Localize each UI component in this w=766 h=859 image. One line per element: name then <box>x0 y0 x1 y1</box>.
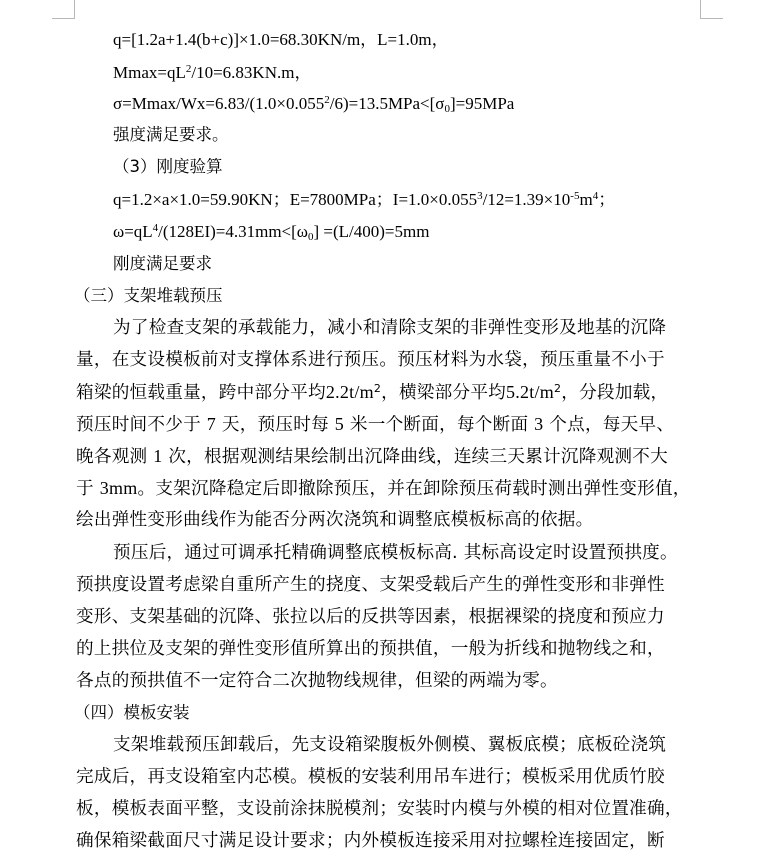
calc-text: /6)=13.5MPa<[σ <box>329 94 445 113</box>
superscript: -5 <box>570 190 580 202</box>
calc-text: Mmax=qL <box>113 63 186 82</box>
number-text: 5.2t/m <box>506 382 555 402</box>
body-text: 完成后，再支设箱室内芯模。模板的安装利用吊车进行；模板采用优质竹胶 <box>76 767 665 787</box>
number-text: 3mm <box>99 478 138 498</box>
calc-text: ] =(L/400)=5mm <box>313 222 430 241</box>
body-text: 米一个断面，每个断面 <box>349 415 529 435</box>
paragraph-line <box>76 797 683 821</box>
heading-text: （3）刚度验算 <box>113 157 223 176</box>
calc-text: /10=6.83KN.m， <box>191 63 312 82</box>
paragraph-line <box>76 829 665 853</box>
calc-text: q=[1.2a+1.4(b+c)]×1.0=68.30KN/m，L=1.0m， <box>113 30 449 49</box>
body-text: 天，预压时每 <box>221 415 329 435</box>
calc-text: /12=1.39×10 <box>482 190 571 209</box>
strength-ok-text <box>113 123 229 147</box>
body-text: 的上拱位及支架的弹性变形值所算出的预拱值，一般为折线和抛物线之和， <box>76 639 665 659</box>
calc-text: ]=95MPa <box>449 94 515 113</box>
superscript: 2 <box>185 63 192 75</box>
calc-line-deflection <box>113 220 429 244</box>
body-text: 箱梁的恒载重量，跨中部分平均 <box>76 383 326 403</box>
paragraph-line <box>113 733 666 757</box>
number-text: 3 <box>534 414 544 434</box>
superscript: 2 <box>324 94 330 106</box>
stiffness-ok-text <box>113 252 212 276</box>
body-text: 刚度满足要求 <box>113 254 212 273</box>
calc-text: q=1.2×a×1.0=59.90KN；E=7800MPa；I=1.0×0.055 <box>113 190 478 209</box>
body-text: 预拱度设置考虑梁自重所产生的挠度、支架受载后产生的弹性变形和非弹性 <box>76 575 665 595</box>
calc-line-stress <box>113 92 514 116</box>
body-text: 变形、支架基础的沉降、张拉以后的反拱等因素，根据裸梁的挠度和预应力 <box>76 607 665 627</box>
body-text: 个点，每天早、 <box>549 415 675 435</box>
calc-text: σ=Mmax/Wx=6.83/(1.0×0.055 <box>113 94 325 113</box>
number-text: 7 <box>206 414 217 434</box>
body-text: 为了检查支架的承载能力，减小和清除支架的非弹性变形及地基的沉降 <box>113 318 667 338</box>
body-text: ，横梁部分平均 <box>381 383 507 403</box>
body-text: 绘出弹性变形曲线作为能否分两次浇筑和调整底模板标高的依据。 <box>76 510 594 530</box>
body-text: 强度满足要求。 <box>113 125 229 144</box>
heading-text: （四）模板安装 <box>74 703 190 722</box>
body-text: 板，模板表面平整，支设前涂抹脱模剂；安装时内模与外模的相对位置准确， <box>76 799 683 819</box>
superscript: 2 <box>373 382 382 395</box>
body-text: 。支架沉降稳定后即撤除预压，并在卸除预压荷载时测出弹性变形值， <box>137 479 691 499</box>
paragraph-line <box>76 476 691 501</box>
heading-text: （三）支架堆载预压 <box>74 286 223 305</box>
number-text: 2.2t/m <box>325 382 374 402</box>
paragraph-line <box>113 316 666 340</box>
body-text: ，分段加载， <box>561 383 669 403</box>
paragraph-line <box>76 444 668 469</box>
body-text: 量，在支设模板前对支撑体系进行预压。预压材料为水袋，预压重量不小于 <box>76 350 665 370</box>
body-text: 次，根据观测结果绘制出沉降曲线，连续三天累计沉降观测不大 <box>168 447 668 467</box>
body-text: 于 <box>76 479 94 499</box>
paragraph-line <box>76 605 665 629</box>
paragraph-line <box>76 412 674 437</box>
page-corner-mark-right <box>700 0 723 19</box>
stiffness-heading <box>113 155 223 179</box>
paragraph-line <box>76 380 668 405</box>
superscript: 2 <box>554 382 562 395</box>
number-text: 1 <box>153 446 163 466</box>
superscript: 4 <box>592 190 599 202</box>
subscript: 0 <box>444 103 450 115</box>
calc-text: ω=qL <box>113 222 153 241</box>
body-text: 晚各观测 <box>76 447 148 467</box>
body-text: 确保箱梁截面尺寸满足设计要求；内外模板连接采用对拉螺栓连接固定，断 <box>76 831 665 851</box>
paragraph-line <box>76 508 593 532</box>
calc-text: ； <box>598 190 616 209</box>
calc-line-load <box>113 28 449 52</box>
superscript: 4 <box>152 222 159 234</box>
paragraph-line <box>76 765 665 789</box>
body-text: 预压时间不少于 <box>76 415 201 435</box>
section-heading-preload <box>74 284 223 308</box>
calc-text: m <box>579 190 593 209</box>
paragraph-line <box>76 669 558 693</box>
body-text: 支架堆载预压卸载后，先支设箱梁腹板外侧模、翼板底模；底板砼浇筑 <box>113 735 667 755</box>
paragraph-line <box>113 541 678 565</box>
body-text: 各点的预拱值不一定符合二次抛物线规律，但梁的两端为零。 <box>76 671 558 691</box>
section-heading-formwork <box>74 701 190 725</box>
calc-text: /(128EI)=4.31mm<[ω <box>158 222 308 241</box>
paragraph-line <box>76 637 665 661</box>
page-corner-mark-left <box>52 0 75 19</box>
paragraph-line <box>76 573 665 597</box>
superscript: 3 <box>477 190 483 202</box>
number-text: 5 <box>334 414 345 434</box>
body-text: 预压后，通过可调承托精确调整底模板标高. 其标高设定时设置预拱度。 <box>113 543 678 563</box>
paragraph-line <box>76 348 665 372</box>
calc-line-stiffness <box>113 188 615 212</box>
subscript: 0 <box>307 231 314 243</box>
calc-line-moment <box>113 61 311 85</box>
